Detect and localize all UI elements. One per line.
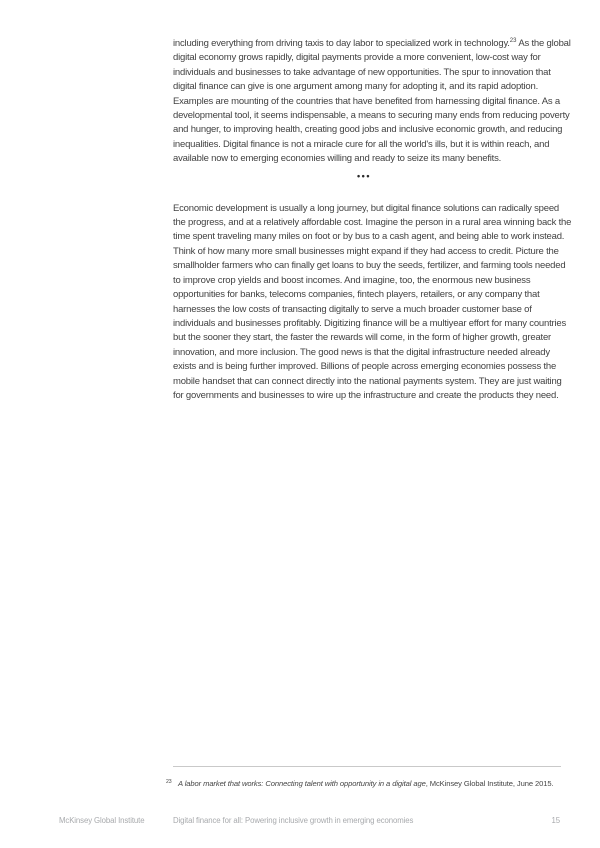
paragraph-1-continued: As the global digital economy grows rapidly, digital payments provide a more convenient, low-cost way for individuals and businesses to take advantage of new opportunities. The spur to innovation that digital finance can give is one argument among many for adopting it, and its rapid adoption. Examples are mounting of the countries that have benefited from harnessing digital finance. As a developmental tool, it seems indispensable, a means to securing many ends from reducing poverty and hunger, to improving health, creating good jobs and inclusive economic growth, and reducing inequalities. Digital finance is not a miracle cure for all the world's ills, but it is within reach, and available now to emerging economies willing and ready to seize its many benefits.: [173, 38, 571, 165]
footnote-reference: 23: [509, 37, 517, 44]
paragraph-1-text: including everything from driving taxis to day labor to specialized work in technology.: [173, 38, 510, 49]
footnote-rest: , McKinsey Global Institute, June 2015.: [425, 779, 554, 788]
footnote: [166, 778, 570, 790]
paragraph-1: [173, 37, 573, 167]
footnote-text: [178, 778, 570, 790]
body-text-column: [173, 37, 573, 403]
footnote-divider: [173, 766, 561, 767]
footnote-marker: 23: [166, 778, 172, 785]
footnote-title: A labor market that works: Connecting talent with opportunity in a digital age: [178, 779, 426, 788]
page-footer: [0, 815, 600, 827]
paragraph-2: Economic development is usually a long journey, but digital finance solutions can radically speed the progress, and at a relatively affordable cost. Imagine the person in a rural area winning back the time spent traveling many miles on foot or by bus to a cash agent, and being able to work instead. Think of how many more small businesses might expand if they had access to credit. Picture the smallholder farmers who can finally get loans to buy the seeds, fertilizer, and farming tools needed to improve crop yields and boost incomes. And imagine, too, the enormous new business opportunities for banks, telecoms companies, fintech players, retailers, or any company that harnesses the low costs of transacting digitally to serve a much broader customer base of individuals and businesses profitably. Digitizing finance will be a multiyear effort for many countries but the sooner they start, the faster the rewards will come, in the form of higher growth, greater innovation, and more inclusion. The good news is that the digital infrastructure needed already exists and is being further improved. Billions of people across emerging economies possess the mobile handset that can connect directly into the national payments system. They are just waiting for governments and businesses to wire up the infrastructure and create the products they need.: [173, 202, 572, 401]
footer-institute: McKinsey Global Institute: [59, 816, 145, 825]
section-break-dots: •••: [357, 170, 371, 181]
footer-page-number: 15: [551, 816, 560, 825]
footer-report-title: Digital finance for all: Powering inclusive growth in emerging economies: [173, 816, 414, 825]
